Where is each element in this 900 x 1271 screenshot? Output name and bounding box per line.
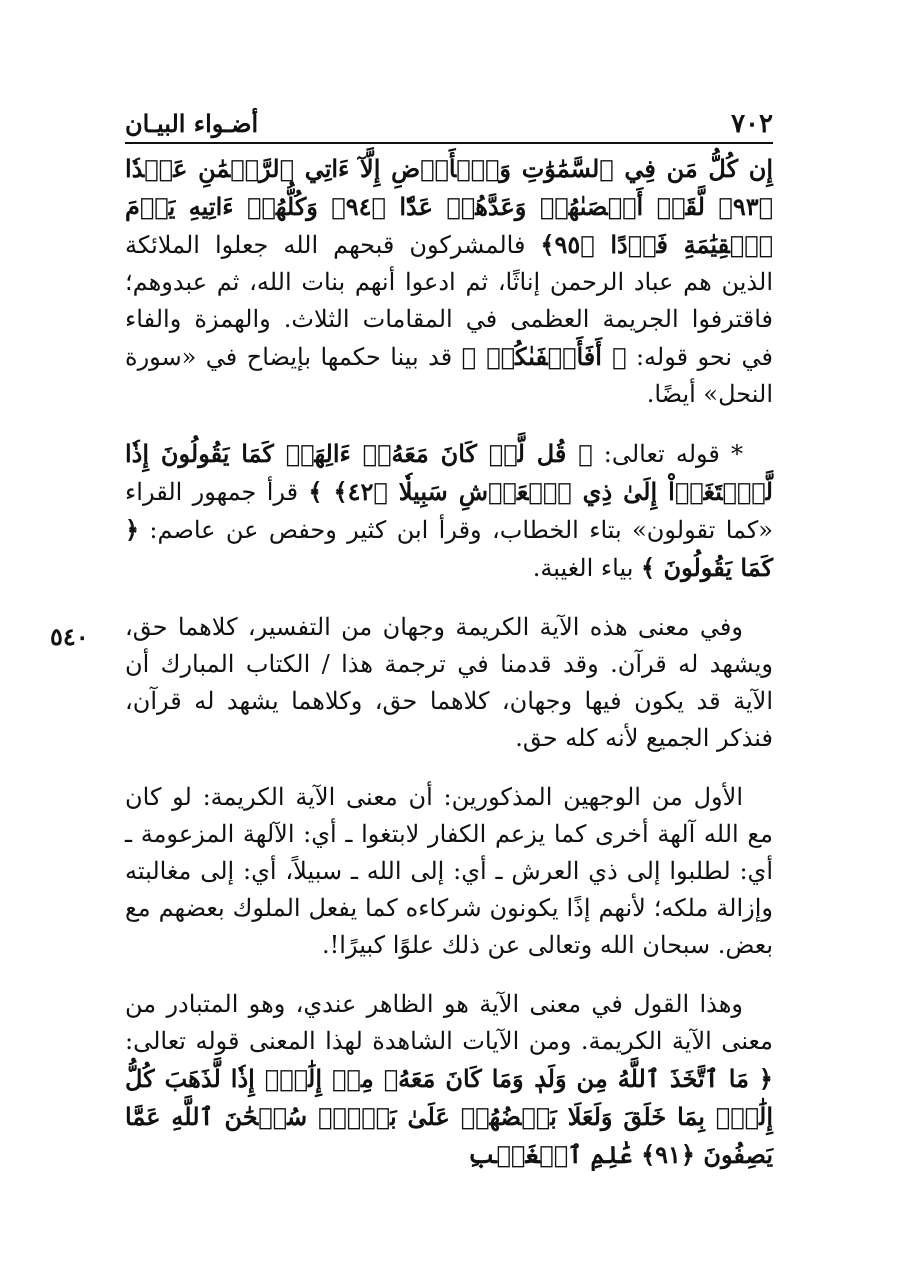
paragraph-text: * قوله تعالى: xyxy=(592,440,743,468)
paragraph-text: قد بينا حكمها بإيضاح في «سورة النحل» أيضًا. xyxy=(125,343,773,408)
paragraph-text: قرأ جمهور القراء «كما تقولون» بتاء الخطاب، وقرأ ابن كثير وحفص عن عاصم: xyxy=(125,478,773,544)
page-number: ٧٠٢ xyxy=(731,109,773,139)
quran-verse: ﴿ كَمَا يَقُولُونَ ﴾ xyxy=(125,515,773,582)
book-title: أضـواء البيـان xyxy=(125,109,259,138)
margin-page-reference: ٥٤٠ xyxy=(50,622,89,651)
paragraph-1 xyxy=(125,150,773,413)
paragraph-3 xyxy=(125,609,773,757)
paragraph-5 xyxy=(125,986,773,1174)
paragraph-4 xyxy=(125,779,773,964)
paragraph-text: الأول من الوجهين المذكورين: أن معنى الآية الكريمة: لو كان مع الله آلهة أخرى كما يزعم الكفار لابتغوا ـ أي: الآلهة المزعومة ـ أي: لطلبوا إلى ذي العرش ـ أي: إلى الله ـ سبيلاً، أي: إلى مغالبته وإزالة ملكه؛ لأنهم إذًا يكونون شركاءه كما يفعل الملوك بعضهم مع بعض. سبحان الله وتعالى عن ذلك علوًا كبيرًا!. xyxy=(125,783,773,959)
quran-verse: ﴿ أَفَأَصۡفَىٰكُمۡ ﴾ xyxy=(461,342,627,371)
quran-verse: إِن كُلُّ مَن فِي ٱلسَّمَٰوَٰتِ وَٱلۡأَرۡضِ إِلَّآ ءَاتِي ٱلرَّحۡمَٰنِ عَبۡدٗا ﴿٩٣﴾ لَّقَدۡ أَحۡصَىٰهُمۡ وَعَدَّهُمۡ عَدّٗا ﴿٩٤﴾ وَكُلُّهُمۡ ءَاتِيهِ يَوۡمَ ٱلۡقِيَٰمَةِ فَرۡدًا ﴿٩٥﴾ xyxy=(125,154,774,259)
quran-verse: ﴿ قُل لَّوۡ كَانَ مَعَهُۥٓ ءَالِهَةٞ كَمَا يَقُولُونَ إِذٗا لَّٱبۡتَغَوۡاْ إِلَىٰ ذِي ٱلۡعَرۡشِ سَبِيلٗا ﴿٤٢﴾ ﴾ xyxy=(125,439,773,506)
paragraph-text: وهذا القول في معنى الآية هو الظاهر عندي، وهو المتبادر من معنى الآية الكريمة. ومن الآيات الشاهدة لهذا المعنى قوله تعالى: xyxy=(125,990,773,1055)
paragraph-text: وفي معنى هذه الآية الكريمة وجهان من التفسير، كلاهما حق، ويشهد له قرآن. وقد قدمنا في ترجمة هذا / الكتاب المبارك أن الآية قد يكون فيها وجهان، كلاهما حق، وكلاهما يشهد له قرآن، فنذكر الجميع لأنه كله حق. xyxy=(125,613,774,752)
paragraph-text: بياء الغيبة. xyxy=(532,554,642,582)
paragraph-2 xyxy=(125,435,773,587)
quran-verse: ﴿ مَا ٱتَّخَذَ ٱللَّهُ مِن وَلَدٖ وَمَا كَانَ مَعَهُۥ مِنۡ إِلَٰهٍۚ إِذٗا لَّذَهَبَ كُلُّ إِلَٰهِۭ بِمَا خَلَقَ وَلَعَلَا بَعۡضُهُمۡ عَلَىٰ بَعۡضٖۚ سُبۡحَٰنَ ٱللَّهِ عَمَّا يَصِفُونَ ﴿٩١﴾ عَٰلِمِ ٱلۡغَيۡبِ xyxy=(125,1064,773,1169)
page-body xyxy=(125,150,773,1196)
paragraph-text: فالمشركون قبحهم الله جعلوا الملائكة الذين هم عباد الرحمن إناثًا، ثم ادعوا أنهم بنات الله، ثم عبدوهم؛ فاقترفوا الجريمة العظمى في المقامات الثلاث. والهمزة والفاء في نحو قوله: xyxy=(125,231,774,371)
page-header xyxy=(125,100,773,144)
